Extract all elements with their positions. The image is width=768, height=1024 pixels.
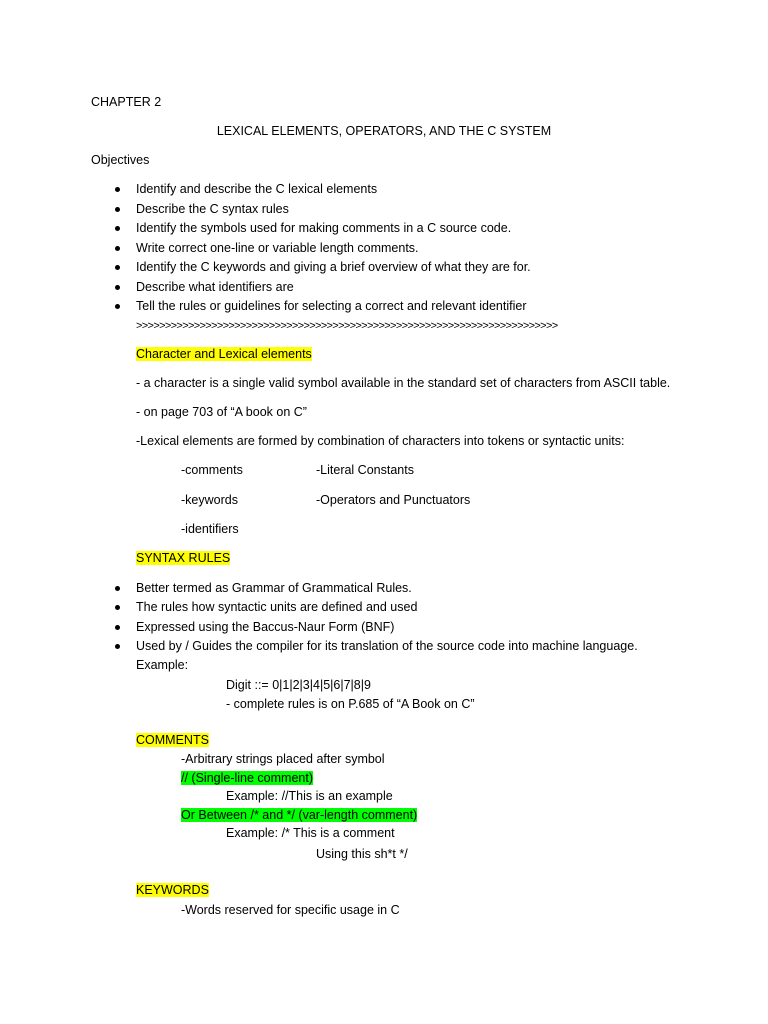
- list-item: Write correct one-line or variable length comments.: [136, 241, 419, 255]
- comments-intro: -Arbitrary strings placed after symbol: [181, 752, 385, 766]
- bullet-icon: [115, 586, 120, 591]
- list-item: The rules how syntactic units are defined and used: [136, 600, 418, 614]
- section-heading-syntax: [136, 550, 230, 566]
- example-digit: Digit ::= 0|1|2|3|4|5|6|7|8|9: [226, 678, 371, 692]
- list-item: Describe what identifiers are: [136, 280, 294, 294]
- character-line: - on page 703 of “A book on C”: [136, 405, 307, 419]
- list-item: Better termed as Grammar of Grammatical Rules.: [136, 581, 412, 595]
- var-length-comment-label: Or Between /* and */ (var-length comment): [181, 808, 418, 822]
- lexical-element: -Literal Constants: [316, 463, 414, 477]
- var-length-example-continued: Using this sh*t */: [316, 847, 408, 861]
- bullet-icon: [115, 304, 120, 309]
- keywords-intro: -Words reserved for specific usage in C: [181, 903, 400, 917]
- list-item: Identify the C keywords and giving a brief overview of what they are for.: [136, 260, 531, 274]
- bullet-icon: [115, 625, 120, 630]
- list-item: Tell the rules or guidelines for selecting a correct and relevant identifier: [136, 299, 527, 313]
- character-line: - a character is a single valid symbol available in the standard set of characters from ASCII table.: [136, 376, 671, 390]
- var-length-example: Example: /* This is a comment: [226, 826, 395, 840]
- example-label: Example:: [136, 658, 189, 672]
- section-heading-comments: [136, 732, 209, 748]
- example-note: - complete rules is on P.685 of “A Book on C”: [226, 697, 475, 711]
- bullet-icon: [115, 605, 120, 610]
- document-title: LEXICAL ELEMENTS, OPERATORS, AND THE C SYSTEM: [216, 124, 552, 138]
- comments-heading: COMMENTS: [136, 733, 209, 747]
- bullet-icon: [115, 187, 120, 192]
- objectives-heading: Objectives: [91, 153, 150, 167]
- lexical-element: -Operators and Punctuators: [316, 493, 471, 507]
- bullet-icon: [115, 207, 120, 212]
- bullet-icon: [115, 265, 120, 270]
- character-line: -Lexical elements are formed by combination of characters into tokens or syntactic units:: [136, 434, 625, 448]
- list-item: Identify the symbols used for making comments in a C source code.: [136, 221, 512, 235]
- section-heading-keywords: [136, 882, 209, 898]
- list-item: Used by / Guides the compiler for its translation of the source code into machine language.: [136, 639, 638, 653]
- chapter-label: CHAPTER 2: [91, 95, 162, 109]
- list-item: Describe the C syntax rules: [136, 202, 289, 216]
- lexical-element: -identifiers: [181, 522, 239, 536]
- section-heading-character: [136, 346, 312, 362]
- bullet-icon: [115, 246, 120, 251]
- lexical-element: -keywords: [181, 493, 238, 507]
- list-item: Expressed using the Baccus-Naur Form (BNF): [136, 620, 395, 634]
- single-line-comment-label: // (Single-line comment): [181, 771, 313, 785]
- bullet-icon: [115, 226, 120, 231]
- syntax-heading: SYNTAX RULES: [136, 551, 231, 565]
- lexical-element: -comments: [181, 463, 243, 477]
- list-item: Identify and describe the C lexical elements: [136, 182, 378, 196]
- separator-line: >>>>>>>>>>>>>>>>>>>>>>>>>>>>>>>>>>>>>>>>>>>>>>>>>>>>>>>>>>>>>>>>>>>>>>>>>: [136, 320, 558, 332]
- single-line-example: Example: //This is an example: [226, 789, 393, 803]
- bullet-icon: [115, 644, 120, 649]
- keywords-heading: KEYWORDS: [136, 883, 209, 897]
- character-heading: Character and Lexical elements: [136, 347, 312, 361]
- bullet-icon: [115, 285, 120, 290]
